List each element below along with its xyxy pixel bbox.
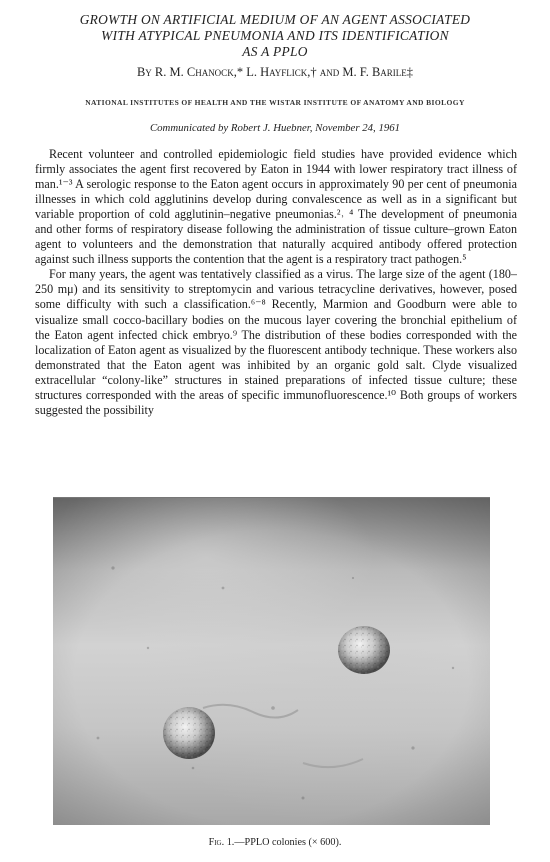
paragraph: Recent volunteer and controlled epidemiologic field studies have provided evidence which firmly associates the agent first recovered by Eaton in 1944 with lower respiratory tract illness of man.¹⁻³ A serologic response to the Eaton agent occurs in approximately 90 per cent of pneumonia illnesses in which cold agglutinins develop during convalescence as well as in a significant but variable proportion of cold agglutinin–negative pneumonias.²˒ ⁴ The development of pneumonia and other forms of respiratory disease following the administration of tissue culture–grown Eaton agent to volunteers and the demonstration that naturally acquired antibody offered protection against such illness supports the contention that the agent is a respiratory tract pathogen.⁵ (35, 147, 517, 267)
paragraph: For many years, the agent was tentatively classified as a virus. The large size of the agent (180–250 mμ) and its sensitivity to streptomycin and various tetracycline derivatives, however, posed some difficulty with such a classification.⁶⁻⁸ Recently, Marmion and Goodburn were able to visualize small cocco-bacillary bodies on the mucous layer covering the bronchial epithelium of the Eaton agent infected chick embryo.⁹ The distribution of these bodies corresponded with the localization of Eaton agent as visualized by the fluorescent antibody technique. These workers also demonstrated that the Eaton agent was inhibited by an organic gold salt. Clyde visualized extracellular “colony-like” structures in stained preparations of infected tissue culture; these structures corresponded with the areas of specific immunofluorescence.¹⁰ Both groups of workers suggested the possibility (35, 267, 517, 417)
title-line: WITH ATYPICAL PNEUMONIA AND ITS IDENTIFICATION (101, 28, 449, 43)
figure-caption (20, 837, 530, 848)
communicated-line: Communicated by Robert J. Huebner, November 24, 1961 (149, 122, 401, 134)
authors-text: By R. M. Chanock,* L. Hayflick,† and M. F. Barile‡ (136, 65, 414, 79)
paper-title (20, 12, 530, 60)
caption-text: —PPLO colonies (× 600). (234, 837, 342, 848)
caption-label: Fig. 1. (208, 837, 235, 848)
title-line: GROWTH ON ARTIFICIAL MEDIUM OF AN AGENT ASSOCIATED (79, 12, 471, 27)
affiliation: NATIONAL INSTITUTES OF HEALTH AND THE WISTAR INSTITUTE OF ANATOMY AND BIOLOGY (85, 98, 465, 107)
micrograph-figure (53, 497, 490, 825)
author-line (20, 65, 530, 80)
micrograph-image (53, 498, 490, 825)
title-line: AS A PPLO (242, 44, 308, 59)
body-text (35, 147, 517, 497)
